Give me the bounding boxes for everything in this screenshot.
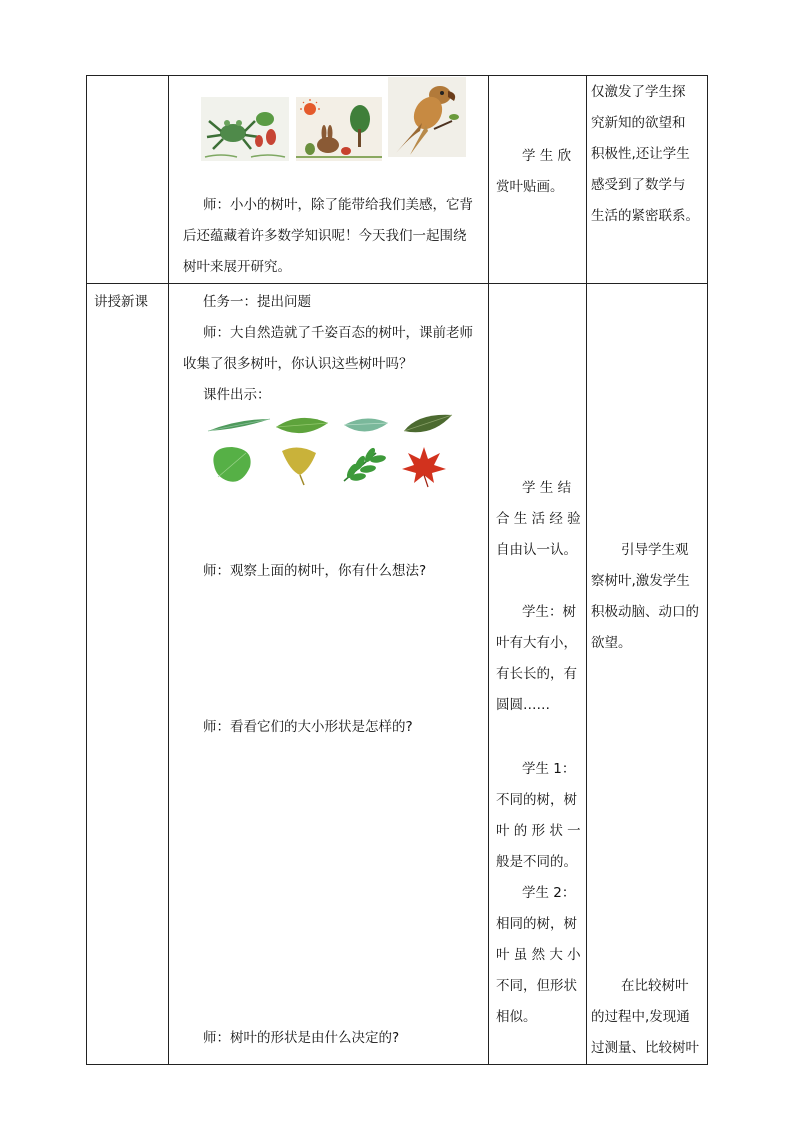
design-intent-line: 过测量、比较树叶 xyxy=(591,1040,699,1056)
question-1: 师：观察上面的树叶，你有什么想法? xyxy=(203,563,427,579)
design-intent-line: 究新知的欲望和 xyxy=(591,115,686,131)
student-activity-line: 学 生 欣 xyxy=(522,148,572,164)
column-divider-3 xyxy=(586,75,587,1065)
student-activity-line: 有长长的，有 xyxy=(496,666,577,682)
courseware-label: 课件出示： xyxy=(203,387,271,403)
student-activity-line: 相同的树，树 xyxy=(496,916,577,932)
student-activity-line: 叶 的 形 状 一 xyxy=(496,823,581,839)
design-intent-line: 感受到了数学与 xyxy=(591,177,686,193)
row-divider xyxy=(86,283,708,284)
table-border-left xyxy=(86,75,87,1065)
student-activity-line: 学生：树 xyxy=(522,604,576,620)
question-3: 师：树叶的形状是由什么决定的? xyxy=(203,1030,400,1046)
dark-leaf-icon xyxy=(404,415,452,432)
design-intent-line: 察树叶,激发学生 xyxy=(591,573,690,589)
teacher-intro-line: 收集了很多树叶，你认识这些树叶吗？ xyxy=(183,356,413,372)
leaves-image xyxy=(206,411,456,493)
student-activity-line: 般是不同的。 xyxy=(496,854,577,870)
design-intent-line: 生活的紧密联系。 xyxy=(591,208,699,224)
question-2: 师：看看它们的大小形状是怎样的? xyxy=(203,719,413,735)
student-activity-line: 圆圆…… xyxy=(496,697,550,713)
student-activity-line: 叶有大有小， xyxy=(496,635,577,651)
design-intent-line: 仅激发了学生探 xyxy=(591,84,686,100)
compound-leaf-icon xyxy=(344,446,386,482)
parrot-leaf-collage-image xyxy=(388,77,466,157)
table-border-bottom xyxy=(86,1064,708,1065)
student-activity-line: 赏叶贴画。 xyxy=(496,179,564,195)
oval-leaf-icon xyxy=(276,418,328,433)
student-activity-line: 合 生 活 经 验 xyxy=(496,511,581,527)
teacher-intro-line: 师：大自然造就了千姿百态的树叶，课前老师 xyxy=(203,325,473,341)
student-activity-line: 相似。 xyxy=(496,1009,537,1025)
teacher-text-line: 树叶来展开研究。 xyxy=(183,259,291,275)
student-activity-line: 学 生 结 xyxy=(522,480,572,496)
design-intent-line: 引导学生观 xyxy=(621,542,689,558)
design-intent-line: 积极动脑、动口的 xyxy=(591,604,699,620)
student-activity-line: 学生 2： xyxy=(522,885,576,901)
design-intent-line: 在比较树叶 xyxy=(621,978,689,994)
teacher-text-line: 师：小小的树叶，除了能带给我们美感，它背 xyxy=(203,197,473,213)
student-activity-line: 不同的树，树 xyxy=(496,792,577,808)
rabbit-leaf-collage-image xyxy=(296,97,382,161)
column-divider-2 xyxy=(488,75,489,1065)
student-activity-line: 叶 虽 然 大 小 xyxy=(496,947,581,963)
lesson-table xyxy=(86,75,708,1065)
round-leaf-icon xyxy=(213,447,250,482)
section-label: 讲授新课 xyxy=(94,294,148,310)
design-intent-line: 欲望。 xyxy=(591,635,632,651)
design-intent-line: 的过程中,发现通 xyxy=(591,1009,690,1025)
willow-leaf-icon xyxy=(208,419,270,431)
student-activity-line: 学生 1： xyxy=(522,761,576,777)
maple-leaf-icon xyxy=(402,447,446,487)
student-activity-line: 自由认一认。 xyxy=(496,542,577,558)
table-border-right xyxy=(707,75,708,1065)
pale-leaf-icon xyxy=(344,418,388,431)
ginkgo-leaf-icon xyxy=(282,447,316,485)
student-activity-line: 不同，但形状 xyxy=(496,978,577,994)
column-divider-1 xyxy=(168,75,169,1065)
table-border-top xyxy=(86,75,708,76)
crab-leaf-collage-image xyxy=(201,97,289,161)
design-intent-line: 积极性,还让学生 xyxy=(591,146,690,162)
teacher-text-line: 后还蕴藏着许多数学知识呢！今天我们一起围绕 xyxy=(183,228,467,244)
task-title: 任务一：提出问题 xyxy=(203,294,311,310)
